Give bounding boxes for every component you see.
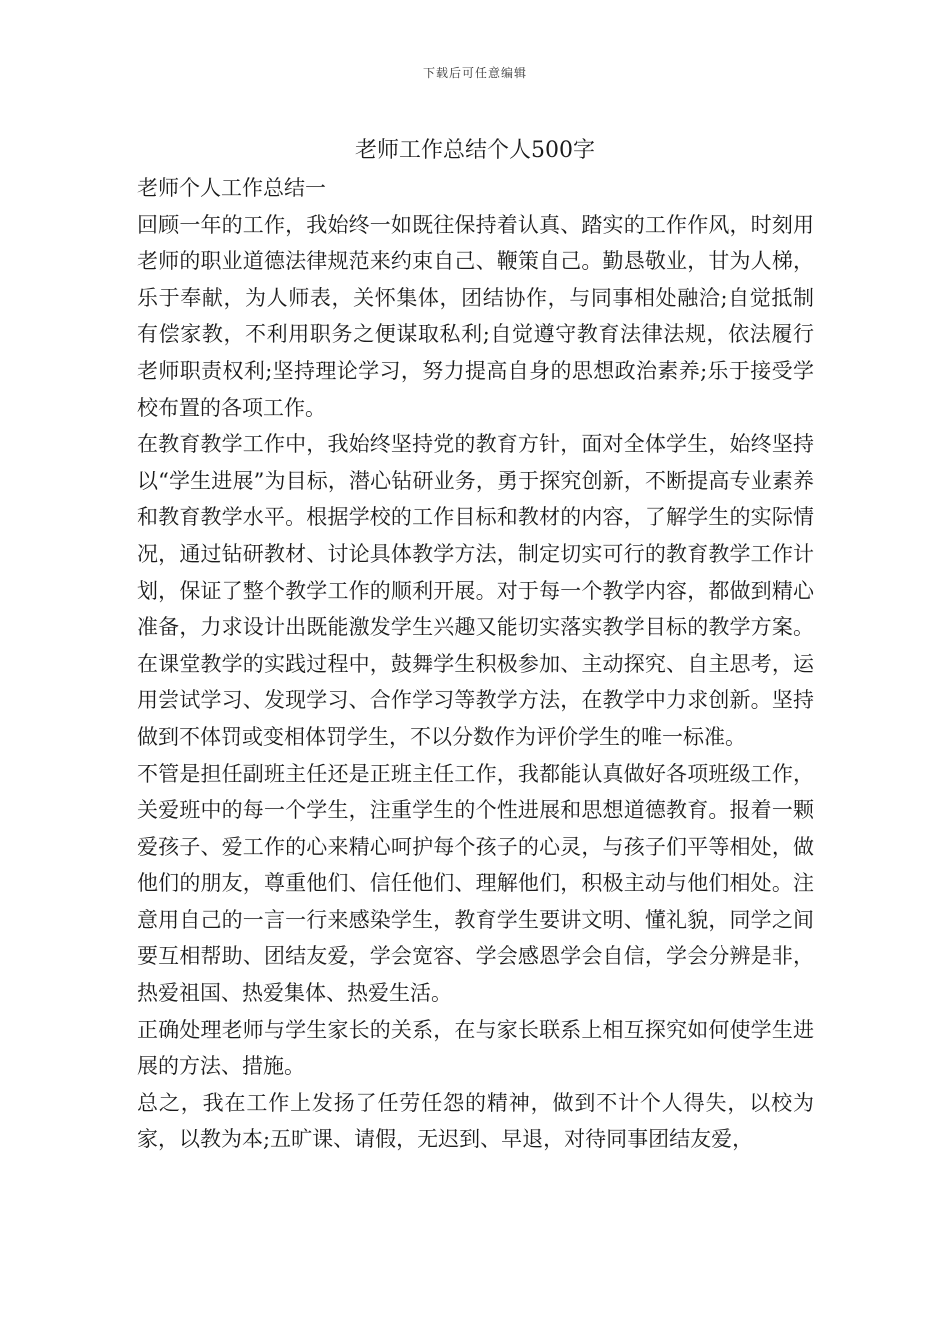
paragraph-2: 在教育教学工作中，我始终坚持党的教育方针，面对全体学生，始终坚持以“学生进展”为目标，潜心钻研业务，勇于探究创新，不断提高专业素养和教育教学水平。根据学校的工作目标和教材的内容，了解学生的实际情况，通过钻研教材、讨论具体教学方法，制定切实可行的教育教学工作计划，保证了整个教学工作的顺利开展。对于每一个教学内容，都做到精心准备，力求设计出既能激发学生兴趣又能切实落实教学目标的教学方案。在课堂教学的实践过程中，鼓舞学生积极参加、主动探究、自主思考，运用尝试学习、发现学习、合作学习等教学方法，在教学中力求创新。坚持做到不体罚或变相体罚学生，不以分数作为评价学生的唯一标准。 <box>137 432 814 749</box>
header-note: 下载后可任意编辑 <box>422 66 527 80</box>
paragraph-5: 总之，我在工作上发扬了任劳任怨的精神，做到不计个人得失，以校为家，以教为本;五旷课、请假，无迟到、早退，对待同事团结友爱， <box>137 1090 814 1152</box>
paragraph-4: 正确处理老师与学生家长的关系，在与家长联系上相互探究如何使学生进展的方法、措施。 <box>137 1017 814 1079</box>
section-subtitle: 老师个人工作总结一 <box>137 176 326 200</box>
document-body <box>137 170 814 1158</box>
paragraph-1: 回顾一年的工作，我始终一如既往保持着认真、踏实的工作作风，时刻用老师的职业道德法律规范来约束自己、鞭策自己。勤恳敬业，甘为人梯，乐于奉献，为人师表，关怀集体，团结协作，与同事相处融洽;自觉抵制有偿家教，不利用职务之便谋取私利;自觉遵守教育法律法规，依法履行老师职责权利;坚持理论学习，努力提高自身的思想政治素养;乐于接受学校布置的各项工作。 <box>137 212 814 420</box>
paragraph-3: 不管是担任副班主任还是正班主任工作，我都能认真做好各项班级工作，关爱班中的每一个学生，注重学生的个性进展和思想道德教育。报着一颗爱孩子、爱工作的心来精心呵护每个孩子的心灵，与孩子们平等相处，做他们的朋友，尊重他们、信任他们、理解他们，积极主动与他们相处。注意用自己的一言一行来感染学生，教育学生要讲文明、懂礼貌，同学之间要互相帮助、团结友爱，学会宽容、学会感恩学会自信，学会分辨是非，热爱祖国、热爱集体、热爱生活。 <box>137 761 814 1006</box>
document-title: 老师工作总结个人500字 <box>355 138 595 163</box>
